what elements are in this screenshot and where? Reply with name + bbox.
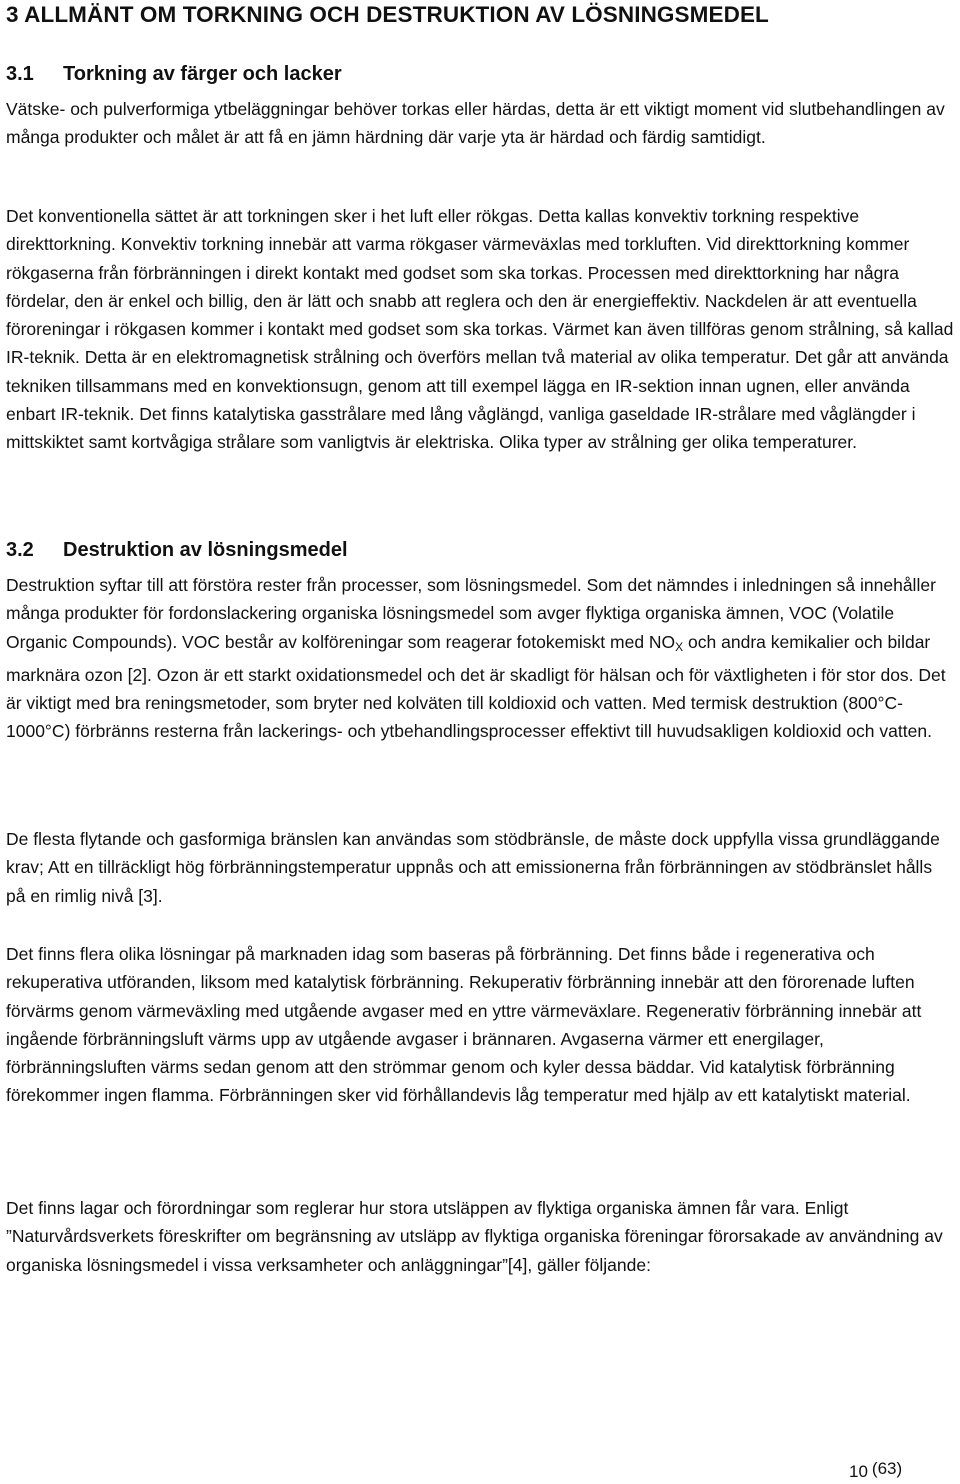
paragraph: Det finns flera olika lösningar på marknaden idag som baseras på förbränning. Det finns både i regenerativa och rekuperativa utföranden, liksom med katalytisk förbränning. Rekuperativ förbränning innebär att den förorenade luften förvärms genom värmeväxling med utgående avgaser med en yttre värmeväxlare. Regenerativ förbränning innebär att ingående förbränningsluft värms upp av utgående avgaser i brännaren. Avgaserna värmer ett energilager, förbränningsluften värms sedan genom att den strömmar genom och kyler dessa bäddar. Vid katalytisk förbränning förekommer ingen flamma. Förbränningen sker vid förhållandevis låg temperatur med hjälp av ett katalytiskt material. — [6, 944, 922, 1106]
paragraph: De flesta flytande och gasformiga bränslen kan användas som stödbränsle, de måste dock uppfylla vissa grundläggande krav; Att en tillräckligt hög förbränningstemperatur uppnås och att emissionerna från förbränningen av stödbränslet hålls på en rimlig nivå [3]. — [6, 829, 940, 906]
chapter-heading: 3 ALLMÄNT OM TORKNING OCH DESTRUKTION AV LÖSNINGSMEDEL — [6, 2, 769, 27]
paragraph: Det konventionella sättet är att torkningen sker i het luft eller rökgas. Detta kallas konvektiv torkning respektive direkttorkning. Konvektiv torkning innebär att varma rökgaser värmeväxlas med torkluften. Vid direkttorkning kommer rökgaserna från förbränningen i direkt kontakt med godset som ska torkas. Processen med direkttorkning har några fördelar, den är enkel och billig, den är lätt och snabb att reglera och den är energieffektiv. Nackdelen är att eventuella föroreningar i rökgasen kommer i kontakt med godset som ska torkas. Värmet kan även tillföras genom strålning, så kallad IR-teknik. Detta är en elektromagnetisk strålning och överförs mellan två material av olika temperatur. Det går att använda tekniken tillsammans med en konvektionsugn, genom att till exempel lägga en IR-sektion innan ugnen, eller använda enbart IR-teknik. Det finns katalytiska gasstrålare med lång våglängd, vanliga gaseldade IR-strålare med våglängder i mittskiktet samt kortvågiga strålare som vanligtvis är elektriska. Olika typer av strålning ger olika temperaturer. — [6, 206, 954, 453]
page-total: (63) — [871, 1459, 903, 1478]
section-number: 3.2 — [6, 539, 34, 561]
paragraph: Det finns lagar och förordningar som reglerar hur stora utsläppen av flyktiga organiska ämnen får vara. Enligt ”Naturvårdsverkets föreskrifter om begränsning av utsläpp av flyktiga organiska föreningar förorsakade av användning av organiska lösningsmedel i vissa verksamheter och anläggningar”[4], gäller följande: — [6, 1198, 943, 1275]
text-run: Destruktion syftar till att förstöra rester från processer, som lösningsmedel. Som det nämndes i inledningen så innehåller många produkter för fordonslackering organiska lösningsmedel som avger flyktiga organiska ämnen, VOC (Volatile Organic Compounds). VOC består av kolföreningar som reagerar fotokemiskt med NO — [6, 575, 936, 652]
section-heading-3-2 — [6, 536, 348, 564]
section-heading-3-1 — [6, 60, 342, 88]
text-run: och andra kemikalier och bildar marknära ozon [2]. Ozon är ett starkt oxidationsmedel och det är skadligt för hälsan och för växtligheten i för stor dos. Det är viktigt med bra reningsmetoder, som bryter ned kolväten till koldioxid och vatten. Med termisk destruktion (800°C- 1000°C) förbränns resterna från lackerings- och ytbehandlingsprocesser effektivt till huvudsakligen koldioxid och vatten. — [6, 631, 946, 742]
page-current: 10 — [849, 1462, 868, 1481]
paragraph — [6, 571, 956, 746]
section-number: 3.1 — [6, 63, 34, 85]
paragraph: Vätske- och pulverformiga ytbeläggningar behöver torkas eller härdas, detta är ett viktigt moment vid slutbehandlingen av många produkter och målet är att få en jämn härdning där varje yta är härdad och färdig samtidigt. — [6, 99, 945, 148]
section-title: Torkning av färger och lacker — [63, 63, 342, 85]
subscript: X — [675, 639, 684, 654]
section-title: Destruktion av lösningsmedel — [63, 539, 348, 561]
page-number — [849, 1458, 902, 1483]
